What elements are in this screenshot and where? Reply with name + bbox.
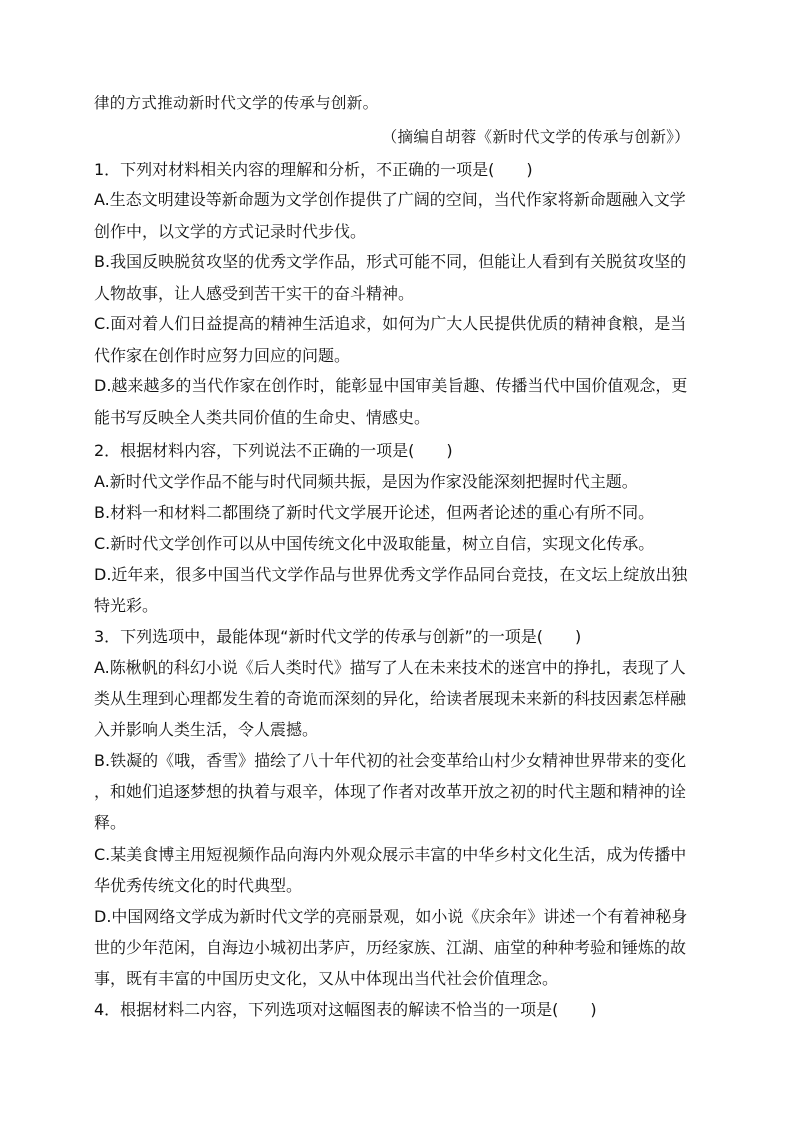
question-3-option-b-line-1: B.铁凝的《哦，香雪》描绘了八十年代初的社会变革给山村少女精神世界带来的变化 xyxy=(94,751,687,770)
question-1-option-b-line-1: B.我国反映脱贫攻坚的优秀文学作品，形式可能不同，但能让人看到有关脱贫攻坚的 xyxy=(94,252,687,271)
question-2-option-a: A.新时代文学作品不能与时代同频共振，是因为作家没能深刻把握时代主题。 xyxy=(94,472,638,491)
question-3-option-c-line-1: C.某美食博主用短视频作品向海内外观众展示丰富的中华乡村文化生活，成为传播中 xyxy=(94,845,687,864)
question-1-option-d-line-1: D.越来越多的当代作家在创作时，能彰显中国审美旨趣、传播当代中国价值观念，更 xyxy=(94,376,688,395)
question-3-option-d-line-3: 事，既有丰富的中国历史文化，又从中体现出当代社会价值理念。 xyxy=(94,969,559,988)
question-3-option-b-line-2: ，和她们追逐梦想的执着与艰辛，体现了作者对改革开放之初的时代主题和精神的诠 xyxy=(94,782,687,801)
question-2-option-c: C.新时代文学创作可以从中国传统文化中汲取能量，树立自信，实现文化传承。 xyxy=(94,534,655,553)
question-1-option-c-line-2: 代作家在创作时应努力回应的问题。 xyxy=(94,346,351,365)
question-1-stem: 1．下列对材料相关内容的理解和分析，不正确的一项是( ) xyxy=(94,160,533,179)
question-3-option-a-line-3: 入并影响人类生活，令人震撼。 xyxy=(94,720,319,739)
question-4-stem: 4．根据材料二内容，下列选项对这幅图表的解读不恰当的一项是( ) xyxy=(94,1000,597,1019)
question-3-option-a-line-2: 类从生理到心理都发生着的奇诡而深刻的异化，给读者展现未来新的科技因素怎样融 xyxy=(94,689,687,708)
question-2-stem: 2．根据材料内容，下列说法不正确的一项是( ) xyxy=(94,441,453,460)
question-2-option-d-line-2: 特光彩。 xyxy=(94,596,159,615)
question-2-option-d-line-1: D.近年来，很多中国当代文学作品与世界优秀文学作品同台竞技，在文坛上绽放出独 xyxy=(94,565,688,584)
question-1-option-b-line-2: 人物故事，让人感受到苦干实干的奋斗精神。 xyxy=(94,284,415,303)
passage-citation: （摘编自胡蓉《新时代文学的传承与创新》） xyxy=(381,128,690,146)
question-2-option-b: B.材料一和材料二都围绕了新时代文学展开论述，但两者论述的重心有所不同。 xyxy=(94,503,655,522)
question-3-option-c-line-2: 华优秀传统文化的时代典型。 xyxy=(94,876,303,895)
question-3-option-b-line-3: 释。 xyxy=(94,813,127,832)
question-1-option-a-line-1: A.生态文明建设等新命题为文学创作提供了广阔的空间，当代作家将新命题融入文学 xyxy=(94,190,686,209)
question-3-option-d-line-2: 世的少年范闲，自海边小城初出茅庐，历经家族、江湖、庙堂的种种考验和锤炼的故 xyxy=(94,938,687,957)
question-3-option-a-line-1: A.陈楸帆的科幻小说《后人类时代》描写了人在未来技术的迷宫中的挣扎，表现了人 xyxy=(94,658,686,677)
question-1-option-a-line-2: 创作中，以文学的方式记录时代步伐。 xyxy=(94,222,367,241)
question-3-stem: 3．下列选项中，最能体现“新时代文学的传承与创新”的一项是( ) xyxy=(94,627,582,646)
question-1-option-d-line-2: 能书写反映全人类共同价值的生命史、情感史。 xyxy=(94,408,431,427)
question-1-option-c-line-1: C.面对着人们日益提高的精神生活追求，如何为广大人民提供优质的精神食粮，是当 xyxy=(94,314,687,333)
passage-end-line: 律的方式推动新时代文学的传承与创新。 xyxy=(94,94,379,112)
question-3-option-d-line-1: D.中国网络文学成为新时代文学的亮丽景观，如小说《庆余年》讲述一个有着神秘身 xyxy=(94,907,688,926)
